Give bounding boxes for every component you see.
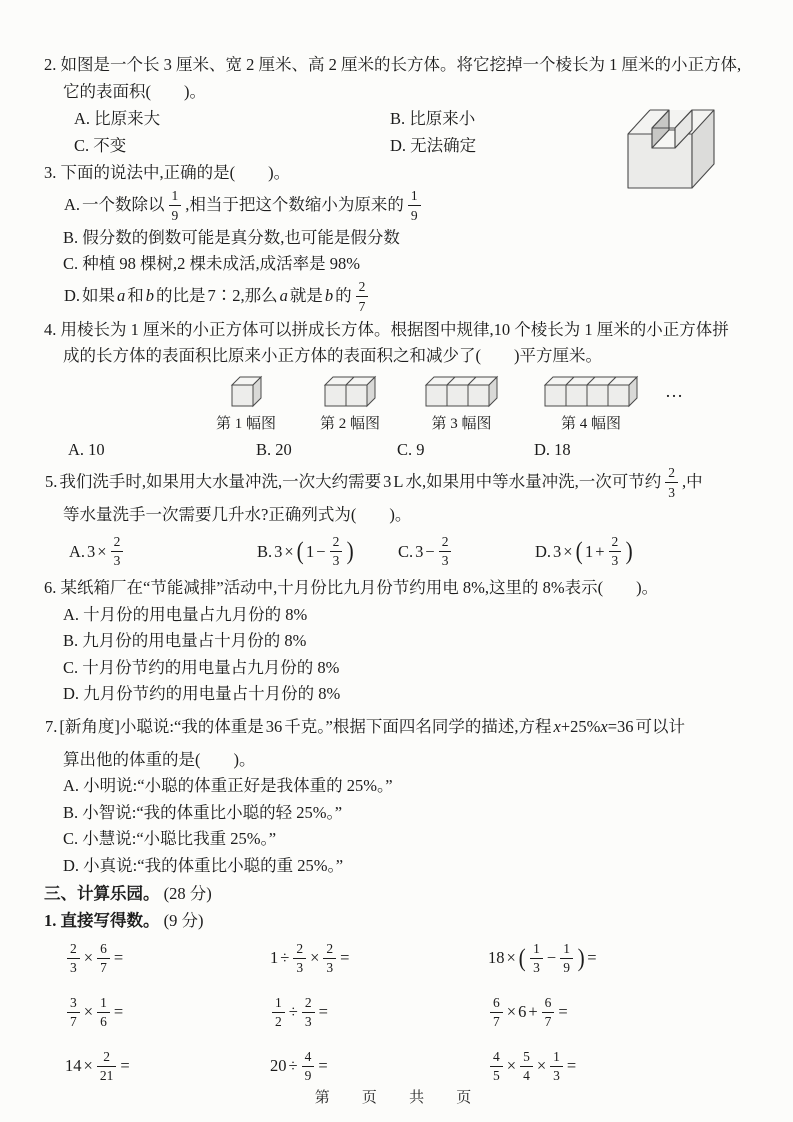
math-text: L [393,472,404,492]
notched-box-figure [620,100,724,194]
math-text: 3 [383,472,392,492]
math-text: − [546,948,557,967]
math-text: 36 [265,717,283,737]
option-b: B. 20 [256,439,292,459]
fraction: $\frac{5}{4}$ [520,1050,533,1083]
option-a: A. 10 [68,439,105,459]
math-text: × [83,1056,93,1075]
option-b: B. 比原来小 [390,109,476,128]
math-text: b [145,286,155,306]
fraction: $\frac{2}{3}$ [67,942,80,975]
question-5-text-line-2: 等水量洗手一次需要几升水?正确列式为( )。 [63,504,412,524]
calc-expression [64,990,269,1034]
fraction: $\frac{2}{3}$ [439,535,452,568]
math-text: b [324,286,334,306]
option-d: D. 无法确定 [390,136,477,155]
cube-strip-image [424,375,499,413]
fraction: $\frac{2}{3}$ [330,535,343,568]
math-text: a [117,286,126,306]
math-text: × [506,948,516,967]
fraction: $\frac{2}{3}$ [609,535,622,568]
parenthesis: ) [346,537,355,565]
fraction: $\frac{2}{3}$ [111,535,124,568]
question-6-text: 6. 某纸箱厂在“节能减排”活动中,十月份比九月份节约用电 8%,这里的 8%表示( )。 [44,578,659,597]
question-4-text-line-2: 成的长方体的表面积比原来小正方体的表面积之和减少了( )平方厘米。 [63,346,602,365]
math-text: × [83,1002,94,1021]
fraction: $\frac{2}{7}$ [356,280,369,313]
question-5 [44,464,757,575]
figure-caption: 第 4 幅图 [561,415,622,432]
calc-expression [269,990,487,1034]
fraction: $\frac{1}{6}$ [97,996,110,1029]
question-3-text: 3. 下面的说法中,正确的是( )。 [44,163,291,182]
calc-expression [269,936,487,980]
fraction: $\frac{6}{7}$ [542,996,555,1029]
parenthesis: ) [625,537,633,565]
calc-expression [269,1044,487,1088]
option-c: C. 种植 98 棵树,2 棵未成活,成活率是 98% [63,254,360,273]
calc-expression [64,936,269,980]
math-text: 千克。”根据下面四名同学的描述,方程 [284,717,552,737]
fraction: $\frac{2}{3}$ [293,942,306,975]
cube-figure-2 [320,375,380,433]
fraction: $\frac{4}{9}$ [302,1050,315,1083]
math-text: 3 [415,541,424,561]
math-text: − [316,541,326,561]
math-text: B. [257,541,273,561]
math-text: × [506,1056,517,1075]
math-text: = [113,948,124,967]
cube-figure-strip [216,375,757,433]
option-b [256,535,397,568]
math-text: 可以计 [635,717,686,737]
section-score: (28 分) [163,884,212,903]
math-text: × [310,948,320,967]
cube-figure-1 [216,375,276,433]
fraction: $\frac{2}{3}$ [302,996,315,1029]
math-text: + [595,541,605,561]
figure-caption: 第 1 幅图 [216,415,277,432]
math-text: × [563,541,573,561]
section-title: 三、计算乐园。 [44,884,160,903]
fraction: $\frac{2}{21}$ [97,1050,117,1083]
option-c: C. 十月份节约的用电量占九月份的 8% [63,657,340,677]
math-text: 5. [45,472,58,492]
figure-caption: 第 3 幅图 [431,415,492,432]
option-d: D. 小真说:“我的体重比小聪的重 25%。” [63,855,344,875]
math-text: = [318,1002,328,1021]
option-d [534,535,635,568]
math-text: 3 [87,541,96,561]
calc-expression [64,1044,269,1088]
question-4-options [44,436,757,463]
math-text: 1 [270,948,279,967]
figure-caption: 第 2 幅图 [320,415,381,432]
math-text: ,中 [681,472,703,492]
math-text: × [83,948,94,967]
math-text: × [536,1056,547,1075]
option-c [397,535,534,568]
fraction: $\frac{1}{3}$ [530,942,543,975]
calc-expression [487,936,757,980]
math-text: A. [64,195,81,215]
option-c: C. 小慧说:“小聪比我重 25%。” [63,829,277,848]
math-text: 3 [553,541,562,561]
math-text: + [528,1002,538,1021]
math-text: 的 [335,286,352,306]
math-text: = [587,948,597,967]
option-b: B. 九月份的用电量占十月份的 8% [63,631,307,650]
math-text: x+25%x=36 [553,717,634,737]
option-a [68,535,256,568]
page-footer: 第 页 共 页 [314,1089,479,1106]
fraction: $\frac{6}{7}$ [490,996,503,1029]
math-text: 和 [127,286,144,306]
math-text: × [97,541,107,561]
question-5-text-line-1 [44,464,757,502]
question-5-options [44,528,757,574]
math-text: A. [69,541,86,561]
option-d [44,278,757,316]
section-title-line [44,880,757,907]
math-text: = [318,1056,328,1075]
math-text: 7. [45,717,58,737]
math-text: − [425,541,435,561]
math-text: = [120,1056,130,1075]
parenthesis: ( [296,537,304,565]
option-a: A. 比原来大 [74,109,161,128]
cube-strip-image [543,375,639,413]
math-text: 我们洗手时,如果用大水量冲洗,一次大约需要 [59,472,382,492]
math-text: a [279,286,288,306]
math-text: 1 [306,541,315,561]
question-4-text-line-1: 4. 用棱长为 1 厘米的小正方体可以拼成长方体。根据图中规律,10 个棱长为 1 厘米的小正方体拼 [44,319,729,339]
math-text: = [340,948,350,967]
section-3-header [44,880,757,934]
math-text: 14 [65,1056,82,1075]
fraction: $\frac{2}{3}$ [323,942,336,975]
fraction: $\frac{1}{9}$ [408,189,421,222]
fraction: $\frac{3}{7}$ [67,996,80,1029]
cube-figure-4 [543,375,639,433]
math-text: 如果 [82,286,116,306]
option-a: A. 小明说:“小聪的体重正好是我体重的 25%。” [63,776,393,795]
cube-strip-image [230,375,263,413]
calc-expression [487,1044,757,1088]
question-6 [44,575,757,708]
math-text: = [566,1056,577,1075]
option-d: D. 18 [534,439,571,459]
math-text: 7∶2,那么 [207,286,278,306]
option-d: D. 九月份节约的用电量占十月份的 8% [63,684,341,703]
math-text: ÷ [288,1056,298,1075]
math-text: D. [535,541,552,561]
option-c: C. 不变 [74,136,127,155]
math-text: ÷ [288,1002,298,1021]
parenthesis: ( [518,944,526,972]
fraction: $\frac{2}{3}$ [665,466,678,499]
math-text: 的比是 [156,286,206,306]
math-text: 6 [518,1002,527,1021]
math-text: 就是 [289,286,323,306]
option-a: A. 十月份的用电量占九月份的 8% [63,604,308,624]
math-text: 20 [270,1056,287,1075]
cube-strip-image [323,375,377,413]
math-text: ÷ [280,948,290,967]
math-text: 水,如果用中等水量冲洗,一次可节约 [405,472,662,492]
question-7 [44,709,757,880]
calc-expression [487,990,757,1034]
fraction: $\frac{1}{3}$ [550,1050,563,1083]
math-text: [新角度]小聪说:“我的体重是 [59,717,264,737]
fraction: $\frac{6}{7}$ [97,942,110,975]
math-text: × [284,541,294,561]
fraction: $\frac{1}{9}$ [169,189,182,222]
fraction: $\frac{1}{2}$ [272,996,285,1029]
option-c: C. 9 [397,439,425,459]
cube-figure-3 [424,375,499,433]
math-text: 3 [274,541,283,561]
parenthesis: ( [575,537,583,565]
math-text: 一个数除以 [82,195,165,215]
option-b: B. 假分数的倒数可能是真分数,也可能是假分数 [63,227,400,247]
subsection-score: (9 分) [163,911,204,930]
math-text: = [558,1002,568,1021]
ellipsis: … [665,380,686,401]
question-7-text-line-1 [44,709,757,747]
fraction: $\frac{4}{5}$ [490,1050,503,1083]
math-text: 18 [488,948,505,967]
math-text: C. [398,541,414,561]
math-text: = [113,1002,124,1021]
parenthesis: ) [577,944,585,972]
math-text: × [506,1002,517,1021]
subsection-title-line [44,907,757,934]
question-2-text-line-1: 2. 如图是一个长 3 厘米、宽 2 厘米、高 2 厘米的长方体。将它挖掉一个棱长为 1 厘米的小正方体, [44,55,742,74]
math-text: D. [64,286,81,306]
math-text: 1 [584,541,594,561]
question-2-text-line-2: 它的表面积( )。 [63,81,206,101]
option-b: B. 小智说:“我的体重比小聪的轻 25%。” [63,802,343,822]
question-4 [44,317,757,463]
question-7-text-line-2: 算出他的体重的是( )。 [63,749,256,769]
subsection-title: 1. 直接写得数。 [44,911,160,930]
math-text: ,相当于把这个数缩小为原来的 [185,195,404,215]
calc-grid [44,936,757,1088]
fraction: $\frac{1}{9}$ [560,942,573,975]
